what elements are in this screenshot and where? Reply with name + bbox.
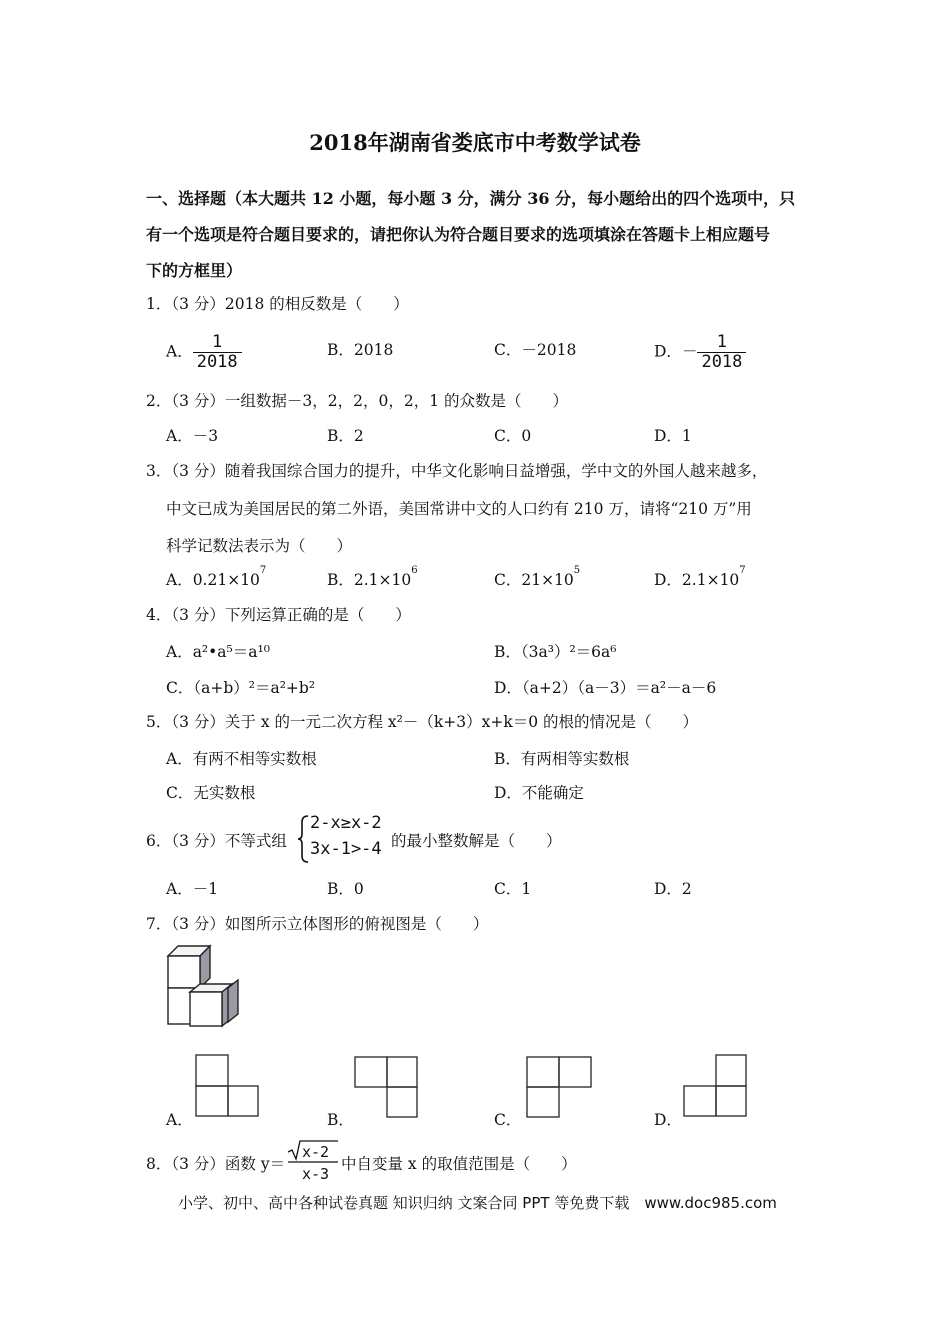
q3-d-base: D．2.1×10 bbox=[654, 571, 740, 589]
q8-denominator: x-3 bbox=[302, 1165, 330, 1183]
q7-option-a-view bbox=[192, 1052, 262, 1118]
q8-stem-pre: 8．（3 分）函数 y＝ bbox=[146, 1155, 286, 1173]
section-heading-line1: 一、选择题（本大题共 12 小题，每小题 3 分，满分 36 分，每小题给出的四个选项中，只 bbox=[146, 189, 796, 208]
q6-option-a: A．－1 bbox=[166, 880, 219, 898]
q1-option-a bbox=[166, 333, 242, 372]
q1-option-d bbox=[654, 333, 746, 372]
q6-stem-pre: 6．（3 分）不等式组 bbox=[146, 832, 287, 850]
q1-stem: 1．（3 分）2018 的相反数是（ ） bbox=[146, 295, 409, 313]
q2-option-a: A．－3 bbox=[166, 427, 219, 445]
q7-option-c-view bbox=[524, 1054, 596, 1120]
q4-option-d: D．（a+2）（a－3）＝a²－a－6 bbox=[494, 679, 717, 697]
q3-b-exponent: 6 bbox=[411, 565, 418, 576]
q2-option-c: C．0 bbox=[494, 427, 532, 445]
q6-option-b: B．0 bbox=[327, 880, 364, 898]
q1-a-label: A． bbox=[166, 342, 193, 361]
q7-option-c-label: C． bbox=[494, 1111, 522, 1129]
q6-stem-post: 的最小整数解是（ ） bbox=[391, 832, 562, 850]
q3-a-exponent: 7 bbox=[259, 565, 267, 576]
q6-inequality-2: 3x-1>-4 bbox=[310, 839, 382, 859]
q1-d-denominator: 2018 bbox=[697, 352, 746, 372]
q2-option-b: B．2 bbox=[327, 427, 364, 445]
q1-a-fraction bbox=[193, 333, 242, 372]
q2-stem: 2．（3 分）一组数据－3，2，2，0，2，1 的众数是（ ） bbox=[146, 392, 568, 410]
q7-solid-figure bbox=[160, 940, 250, 1032]
q3-option-b bbox=[327, 565, 418, 590]
q5-stem: 5．（3 分）关于 x 的一元二次方程 x²－（k+3）x+k＝0 的根的情况是（ ） bbox=[146, 713, 699, 731]
q7-option-b-view bbox=[352, 1054, 422, 1120]
footer-text: 小学、初中、高中各种试卷真题 知识归纳 文案合同 PPT 等免费下载 www.doc985.com bbox=[178, 1194, 777, 1212]
q4-option-c: C．（a+b）²＝a²+b² bbox=[166, 679, 316, 697]
q8-stem-post: 中自变量 x 的取值范围是（ ） bbox=[341, 1155, 577, 1173]
q3-d-exponent: 7 bbox=[739, 565, 746, 576]
q6-option-c: C．1 bbox=[494, 880, 532, 898]
page-title: 2018年湖南省娄底市中考数学试卷 bbox=[309, 130, 641, 155]
q7-option-a-label: A． bbox=[166, 1111, 193, 1129]
q3-option-a bbox=[166, 565, 267, 590]
q3-option-d bbox=[654, 565, 746, 590]
q1-a-denominator: 2018 bbox=[193, 352, 242, 372]
q5-option-b: B．有两相等实数根 bbox=[494, 750, 630, 768]
q4-option-a: A．a²•a⁵＝a¹⁰ bbox=[166, 643, 270, 661]
q5-option-c: C．无实数根 bbox=[166, 784, 256, 802]
q7-option-d-label: D． bbox=[654, 1111, 682, 1129]
q1-a-numerator: 1 bbox=[212, 332, 223, 352]
section-heading-line3: 下的方框里） bbox=[146, 261, 243, 280]
q8-sqrt-radicand: x-2 bbox=[302, 1143, 330, 1161]
q6-option-d: D．2 bbox=[654, 880, 692, 898]
section-heading-line2: 有一个选项是符合题目要求的，请把你认为符合题目要求的选项填涂在答题卡上相应题号 bbox=[146, 225, 771, 244]
q4-option-b: B．（3a³）²＝6a⁶ bbox=[494, 643, 617, 661]
q1-option-c: C．－2018 bbox=[494, 341, 577, 359]
q1-d-numerator: 1 bbox=[716, 332, 728, 352]
q2-option-d: D．1 bbox=[654, 427, 692, 445]
q3-c-base: C．21×10 bbox=[494, 571, 574, 589]
q4-stem: 4．（3 分）下列运算正确的是（ ） bbox=[146, 606, 411, 624]
q3-b-base: B．2.1×10 bbox=[327, 571, 412, 589]
q7-stem: 7．（3 分）如图所示立体图形的俯视图是（ ） bbox=[146, 915, 489, 933]
q5-option-d: D．不能确定 bbox=[494, 784, 584, 802]
q3-stem-line2: 中文已成为美国居民的第二外语，美国常讲中文的人口约有 210 万，请将“210 万”用 bbox=[166, 500, 752, 518]
q1-d-fraction bbox=[697, 333, 746, 372]
q3-stem-line3: 科学记数法表示为（ ） bbox=[166, 537, 353, 555]
q3-a-base: A．0.21×10 bbox=[166, 571, 260, 589]
q7-option-b-label: B． bbox=[327, 1111, 354, 1129]
q1-d-sign: － bbox=[681, 342, 698, 361]
q1-d-label: D． bbox=[654, 342, 682, 361]
q6-inequality-1: 2-x≥x-2 bbox=[310, 813, 382, 833]
q5-option-a: A．有两不相等实数根 bbox=[166, 750, 317, 768]
q3-stem-line1: 3．（3 分）随着我国综合国力的提升，中华文化影响日益增强，学中文的外国人越来越多， bbox=[146, 462, 768, 480]
q3-option-c bbox=[494, 565, 581, 590]
q1-option-b: B．2018 bbox=[327, 341, 394, 359]
q7-option-d-view bbox=[680, 1052, 752, 1120]
q3-c-exponent: 5 bbox=[573, 565, 581, 576]
